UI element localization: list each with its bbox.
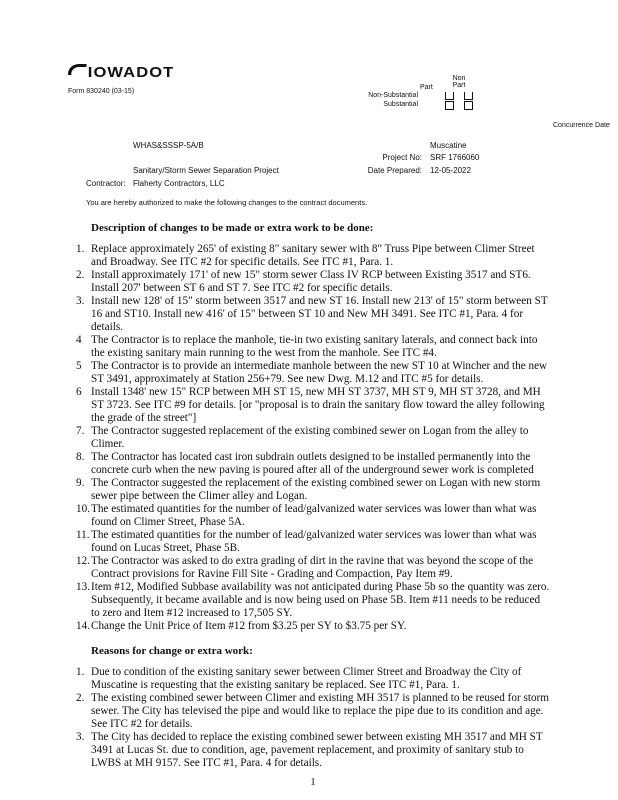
item-number: 10. [76,503,90,515]
list-item [76,692,550,731]
list-item [76,477,550,503]
list-item [76,666,550,692]
document-body [76,222,550,789]
item-number: 2. [76,269,85,281]
city: Muscatine [430,141,467,150]
non-substantial-label: Non-Substantial [368,92,418,99]
item-text: The existing combined sewer between Climer and existing MH 3517 is planned to be reused for storm sewer. The City has televised the pipe and would like to replace the pipe due to its condition and age. See ITC #2 for details. [91,692,549,730]
substantial-label: Substantial [383,101,418,108]
item-text: Install 1348' new 15" RCP between MH ST 15, new MH ST 3737, MH ST 9, MH ST 3728, and MH ST 3723. See ITC #9 for details. [or "proposal is to drain the sanitary flow toward the alley following the grade of the street"] [91,386,545,424]
list-item [76,503,550,529]
item-number: 11. [76,529,90,541]
list-item [76,334,550,360]
list-item [76,295,550,334]
date-prepared-label: Date Prepared: [367,166,422,175]
item-number: 14. [76,620,90,632]
list-item [76,425,550,451]
list-item [76,620,550,633]
item-text: Change the Unit Price of Item #12 from $3.25 per SY to $3.75 per SY. [91,620,407,632]
substantial-part-checkbox[interactable] [445,101,454,110]
item-number: 3. [76,731,85,743]
list-item [76,386,550,425]
item-number: 12. [76,555,90,567]
item-text: The Contractor is to provide an intermediate manhole between the new ST 10 at Wincher and the new ST 3491, approximately at Station 256+79. See new Dwg. M.12 and ITC #5 for details. [91,360,548,385]
concurrence-date-label: Concurrence Date [553,122,610,129]
list-item [76,529,550,555]
date-prepared: 12-05-2022 [430,166,471,175]
non-part-column-label: Non Part [452,75,466,89]
list-item [76,731,550,770]
form-number: Form 830240 (03-15) [68,88,135,95]
item-text: The Contractor is to replace the manhole, tie-in two existing sanitary laterals, and connect back into the existing sanitary main running to the west from the manhole. See ITC #4. [91,334,538,359]
list-item [76,269,550,295]
item-text: Replace approximately 265' of existing 8" sanitary sewer with 8" Truss Pipe between Climer Street and Broadway. See ITC #2 for specific details. See ITC #1, Para. 1. [91,243,535,268]
item-text: The estimated quantities for the number of lead/galvanized water services was lower than what was found on Lucas Street, Phase 5B. [91,529,537,554]
project-name: Sanitary/Storm Sewer Separation Project [133,166,279,175]
item-number: 4 [76,334,82,346]
item-number: 1. [76,666,85,678]
item-number: 2. [76,692,85,704]
item-number: 8. [76,451,85,463]
description-heading: Description of changes to be made or extra work to be done: [91,222,374,234]
list-item [76,243,550,269]
item-text: The City has decided to replace the existing combined sewer between existing MH 3517 and MH ST 3491 at Lucas St. due to condition, age, pavement replacement, and proximity of sanitary stub to LWBS at MH 9157. See ITC #1, Para. 4 for details. [91,731,543,769]
list-item [76,451,550,477]
project-no-label: Project No: [382,153,422,162]
item-text: The Contractor has located cast iron subdrain outlets designed to be installed permanently into the concrete curb when the new paving is poured after all of the underground sewer work is completed [91,451,534,476]
contractor-label: Contractor: [86,179,126,188]
page-number: 1 [310,776,316,788]
item-text: Due to condition of the existing sanitary sewer between Climer Street and Broadway the City of Muscatine is requesting that the existing sanitary be replaced. See ITC #1, Para. 1. [91,666,522,691]
reasons-heading: Reasons for change or extra work: [91,645,253,657]
contractor-name: Flaherty Contractors, LLC [133,179,225,188]
list-item [76,360,550,386]
list-item [76,581,550,620]
part-column-label: Part [420,84,433,91]
item-number: 13. [76,581,90,593]
authorization-statement: You are hereby authorized to make the following changes to the contract documents. [86,198,368,207]
item-text: The Contractor was asked to do extra grading of dirt in the ravine that was beyond the scope of the Contract provisions for Ravine Fill Site - Grading and Compaction, Pay Item #9. [91,555,534,580]
item-text: Install approximately 171' of new 15" storm sewer Class IV RCP between Existing 3517 and ST6. Install 207' between ST 6 and ST 7. See ITC #2 for specific details. [91,269,531,294]
description-list [76,243,550,633]
iowa-dot-logo [68,64,174,81]
item-number: 3. [76,295,85,307]
item-text: The Contractor suggested the replacement of the existing combined sewer on Logan with new storm sewer pipe between the Climer alley and Logan. [91,477,541,502]
project-no: SRF 1766060 [430,153,480,162]
logo-text: IOWADOT [87,64,175,81]
item-number: 9. [76,477,85,489]
non-substantial-part-checkbox[interactable] [445,92,454,100]
substantial-non-part-checkbox[interactable] [464,101,473,110]
item-text: Install new 128' of 15" storm between 3517 and new ST 16. Install new 213' of 15" storm between ST 16 and ST10. Install new 416' of 15" between ST 10 and New MH 3491. See ITC #1, Para. 4 for details. [91,295,548,333]
item-number: 7. [76,425,85,437]
list-item [76,555,550,581]
item-text: The estimated quantities for the number of lead/galvanized water services was lower than what was found on Climer Street, Phase 5A. [91,503,537,528]
item-number: 6 [76,386,82,398]
item-number: 5 [76,360,82,372]
item-text: The Contractor suggested replacement of the existing combined sewer on Logan from the alley to Climer. [91,425,529,450]
item-text: Item #12, Modified Subbase availability was not anticipated during Phase 5b so the quantity was zero. Subsequently, it became available and is now being used on Phase 5B. Item #11 needs to be reduced to zero and Item #12 increased to 17,505 SY. [91,581,550,619]
reasons-list [76,666,550,770]
non-substantial-non-part-checkbox[interactable] [464,92,473,100]
item-number: 1. [76,243,85,255]
project-code: WHAS&SSSP-5A/B [133,141,204,150]
